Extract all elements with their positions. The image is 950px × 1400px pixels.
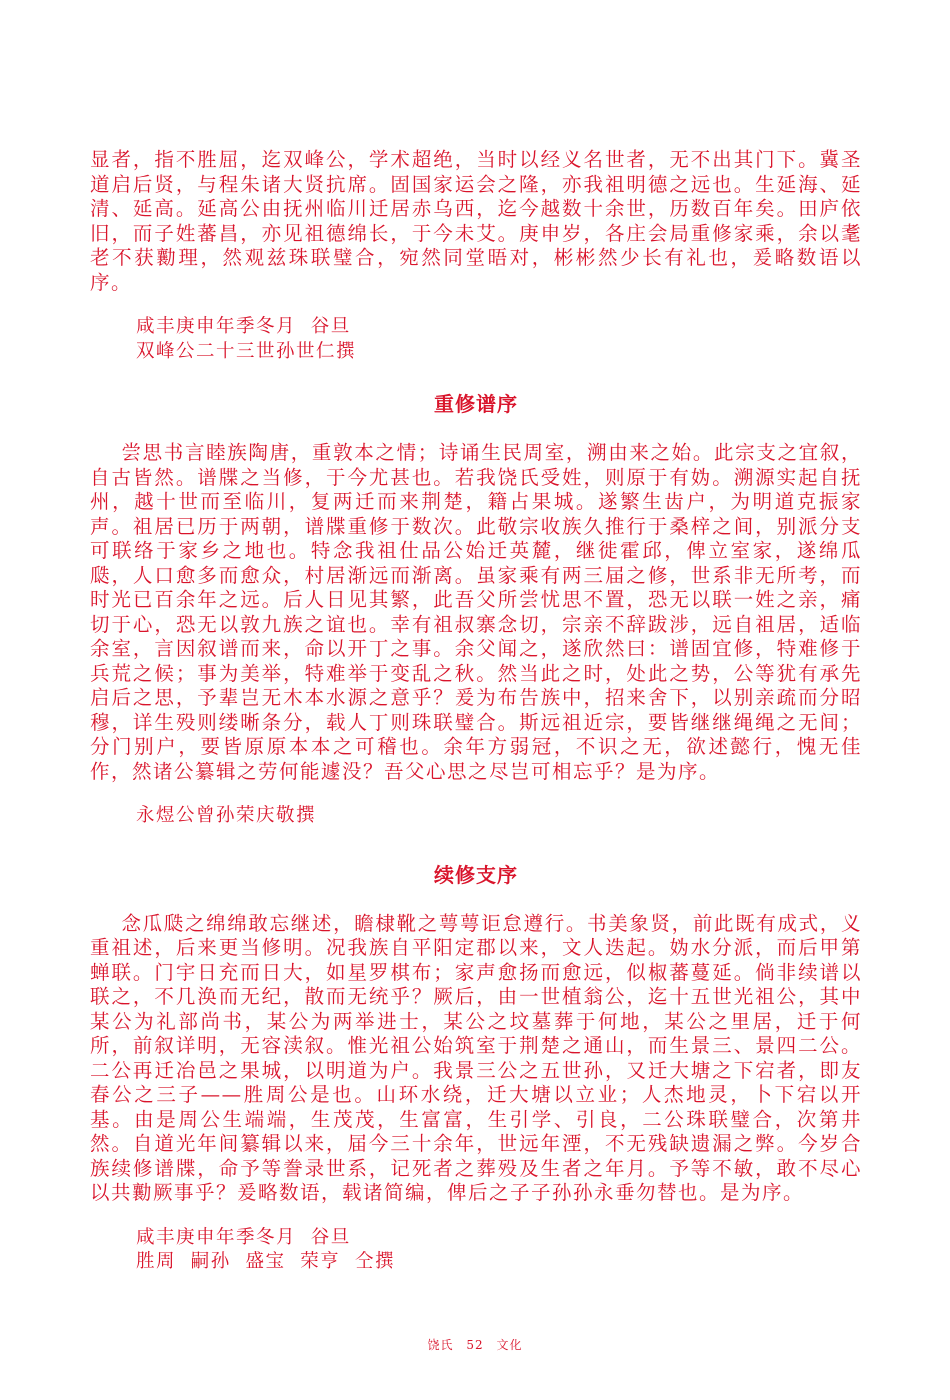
section1-signature bbox=[90, 315, 862, 364]
document-page bbox=[90, 148, 862, 1275]
section2-body: 尝思书言睦族陶唐，重敦本之情；诗诵生民周室，溯由来之始。此宗支之宜叙，自古皆然。谱牒之当修，于今尤甚也。若我饶氏受姓，则原于有妫。溯源实起自抚州，越十世而至临川，复两迁而来荆楚，籍占果城。遂繁生齿户，为明道克振家声。祖居已历于两朝，谱牒重修于数次。此敬宗收族久推行于桑梓之间，别派分支可联络于家乡之地也。特念我祖仕品公始迁英麓，继徙霍邱，俾立室家，遂绵瓜瓞，人口愈多而愈众，村居渐远而渐离。虽家乘有两三届之修，世系非无所考，而时光已百余年之远。后人日见其繁，此吾父所尝忧思不置，恐无以联一姓之亲，痛切于心，恐无以敦九族之谊也。幸有祖叔寨念切，宗亲不辞跋涉，远自祖居，适临余室，言因叙谱而来，命以开丁之事。余父闻之，遂欣然曰：谱固宜修，特难修于兵荒之候；事为美举，特难举于变乱之秋。然当此之时，处此之势，公等犹有承先启后之思，予辈岂无木本水源之意乎？爰为布告族中，招来舍下，以别亲疏而分昭穆，详生殁则缕晰条分，载人丁则珠联璧合。斯远祖近宗，要皆继继绳绳之无间；分门别户，要皆原原本本之可稽也。余年方弱冠，不识之无，欲述懿行，愧无佳作，然诸公纂辑之劳何能遽没？吾父心思之尽岂可相忘乎？是为序。 bbox=[90, 441, 862, 783]
section3-signature bbox=[90, 1226, 862, 1275]
section2-author: 永煜公曾孙荣庆敬撰 bbox=[136, 805, 317, 826]
footer-right-label: 文化 bbox=[496, 1338, 523, 1352]
page-number: 52 bbox=[466, 1338, 484, 1352]
footer-left-label: 饶氏 bbox=[427, 1338, 454, 1352]
section2-signature bbox=[90, 804, 862, 829]
section2-title: 重修谱序 bbox=[434, 392, 518, 416]
page-footer bbox=[0, 1336, 950, 1353]
section3-body: 念瓜瓞之绵绵敢忘继述，瞻棣靴之萼萼讵怠遵行。书美象贤，前此既有成式，义重祖述，后来更当修明。况我族自平阳定郡以来，文人迭起。妫水分派，而后甲第蝉联。门宇日充而日大，如星罗棋布；家声愈扬而愈远，似椒蕃蔓延。倘非续谱以联之，不几涣而无纪，散而无统乎？厥后，由一世植翁公，迄十五世光祖公，其中某公为礼部尚书，某公为两举进士，某公之坟墓葬于何地，某公之里居，迁于何所，前叙详明，无容渎叙。惟光祖公始筑室于荆楚之通山，而生景三、景四二公。二公再迁冶邑之果城，以明道为户。我景三公之五世孙，又迁大塘之下宕者，即友春公之三子——胜周公是也。山环水绕，迁大塘以立业；人杰地灵，卜下宕以开基。由是周公生端端，生茂茂，生富富，生引学、引良，二公珠联璧合，次第井然。自道光年间纂辑以来，届今三十余年，世远年湮，不无残缺遗漏之弊。今岁合族续修谱牒，命予等誊录世系，记死者之葬殁及生者之年月。予等不敏，敢不尽心以共勷厥事乎？爰略数语，载诸简编，俾后之子子孙孙永垂勿替也。是为序。 bbox=[90, 911, 862, 1204]
section3-date: 咸丰庚申年季冬月 谷旦 bbox=[136, 1226, 351, 1248]
section1-date: 咸丰庚申年季冬月 谷旦 bbox=[136, 316, 351, 337]
section1-author: 双峰公二十三世孙世仁撰 bbox=[136, 340, 357, 362]
section1-body: 显者，指不胜屈，迄双峰公，学术超绝，当时以经义名世者，无不出其门下。冀圣道启后贤，与程朱诸大贤抗席。固国家运会之隆，亦我祖明德之远也。生延海、延清、延高。延高公由抚州临川迁居赤乌西，迄今越数十余世，历数百年矣。田庐依旧，而子姓蕃昌，亦见祖德绵长，于今未艾。庚申岁，各庄会局重修家乘，余以耄老不获勷理，然观兹珠联璧合，宛然同堂晤对，彬彬然少长有礼也，爰略数语以序。 bbox=[90, 148, 862, 294]
section3-title: 续修支序 bbox=[434, 862, 518, 887]
section3-authors: 胜周 嗣孙 盛宝 荣亨 仝撰 bbox=[136, 1251, 396, 1272]
